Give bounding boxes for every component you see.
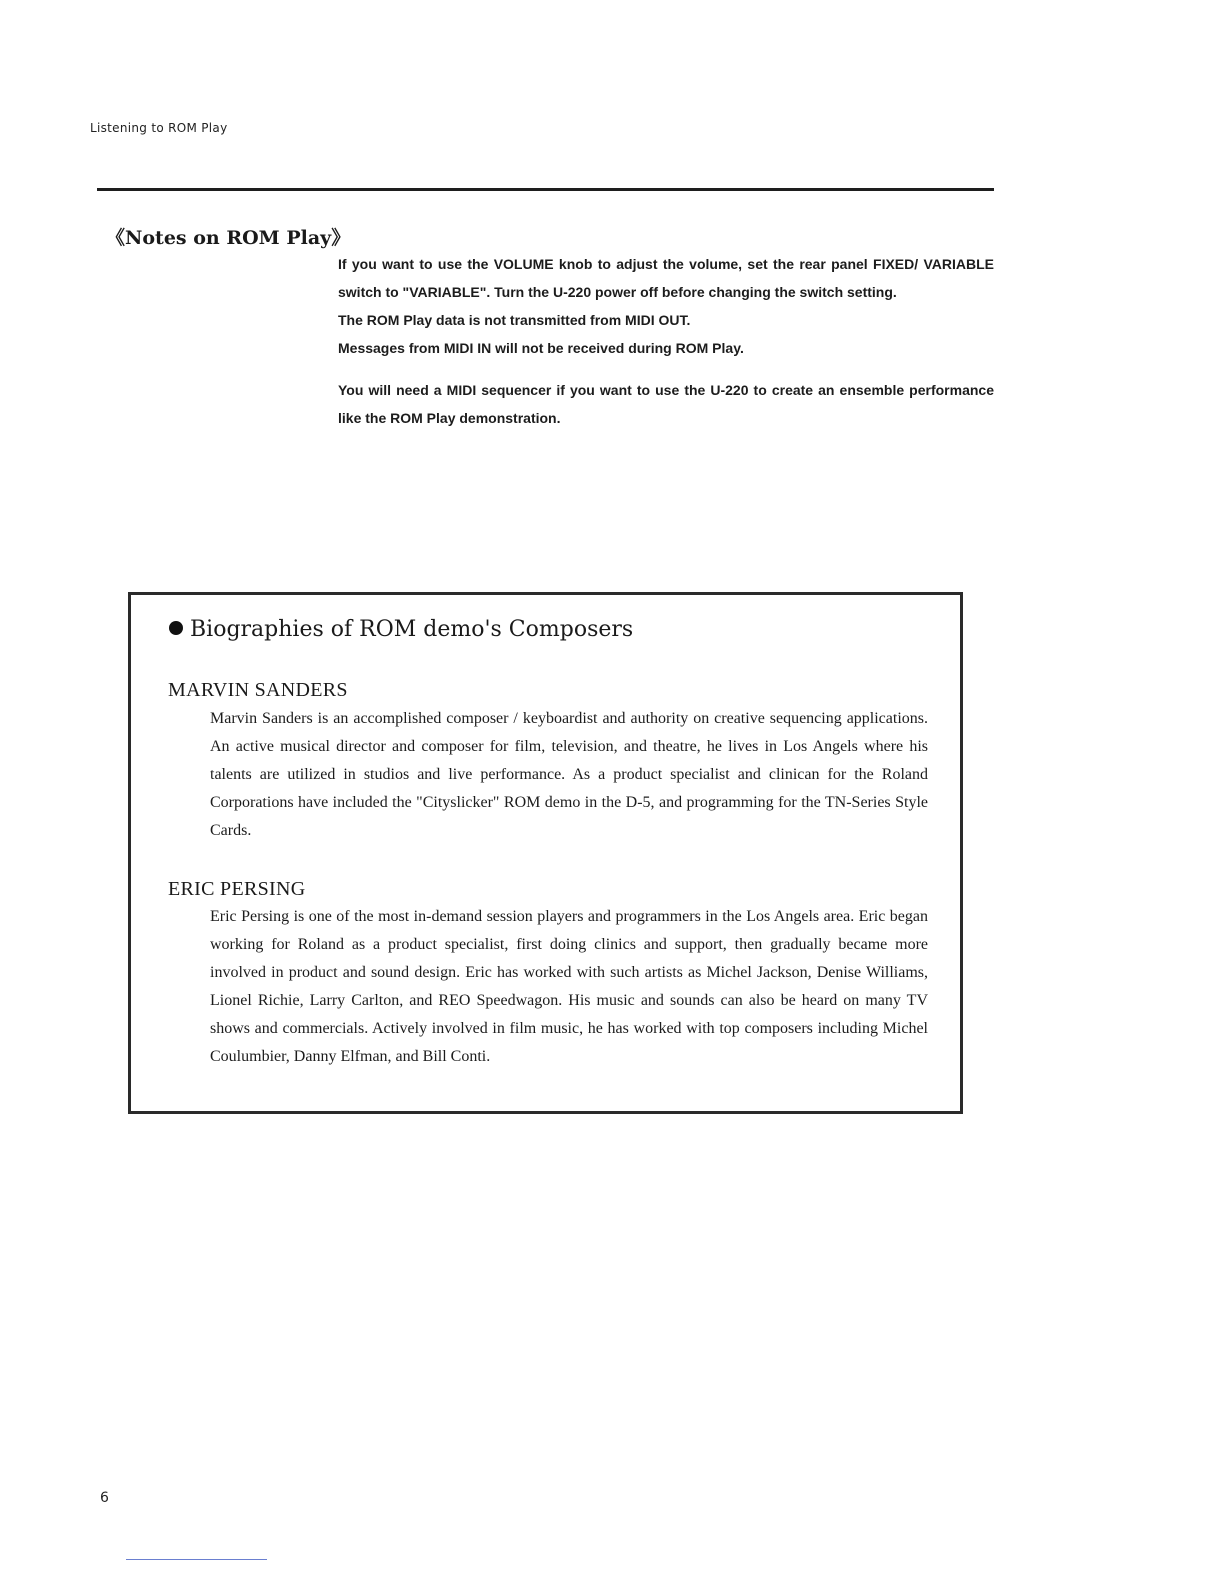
biographies-box <box>128 592 963 1114</box>
notes-body <box>338 250 994 432</box>
notes-heading-emphasis: ROM Play <box>226 227 332 249</box>
biographies-title <box>169 617 633 642</box>
notes-paragraph-midi-out: The ROM Play data is not transmitted from MIDI OUT. <box>338 312 691 328</box>
page-number: 6 <box>100 1490 109 1506</box>
composer-name-eric-persing: ERIC PERSING <box>168 878 306 900</box>
bullet-icon <box>169 621 183 635</box>
notes-heading-suffix: 》 <box>331 227 351 249</box>
header-rule <box>97 188 994 191</box>
bottom-rule <box>126 1559 267 1560</box>
notes-paragraph-midi-in: Messages from MIDI IN will not be received during ROM Play. <box>338 340 744 356</box>
notes-heading-prefix: 《Notes on <box>106 227 220 249</box>
composer-bio-marvin-sanders: Marvin Sanders is an accomplished composer / keyboardist and authority on creative sequencing applications. An active musical director and composer for film, television, and theatre, he lives in Los Angels where his talents are utilized in studios and live performance. As a product specialist and clinican for the Roland Corporations have included the "Cityslicker" ROM demo in the D-5, and programming for the TN-Series Style Cards. <box>210 710 928 839</box>
notes-heading <box>106 223 350 250</box>
composer-name-marvin-sanders: MARVIN SANDERS <box>168 679 348 701</box>
composer-bio-eric-persing: Eric Persing is one of the most in-demand session players and programmers in the Los Angels area. Eric began working for Roland as a product specialist, first doing clinics and support, then gradually became more involved in product and sound design. Eric has worked with such artists as Michel Jackson, Denise Williams, Lionel Richie, Larry Carlton, and REO Speedwagon. His music and sounds can also be heard on many TV shows and commercials. Actively involved in film music, he has worked with top composers including Michel Coulumbier, Danny Elfman, and Bill Conti. <box>210 908 928 1065</box>
notes-paragraph-volume: If you want to use the VOLUME knob to adjust the volume, set the rear panel FIXED/ VARIABLE switch to "VARIABLE". Turn the U-220 power off before changing the switch setting. <box>338 256 994 300</box>
biographies-title-text: Biographies of ROM demo's Composers <box>190 617 634 642</box>
running-head: Listening to ROM Play <box>90 121 228 135</box>
notes-paragraph-sequencer: You will need a MIDI sequencer if you want to use the U-220 to create an ensemble performance like the ROM Play demonstration. <box>338 382 994 426</box>
